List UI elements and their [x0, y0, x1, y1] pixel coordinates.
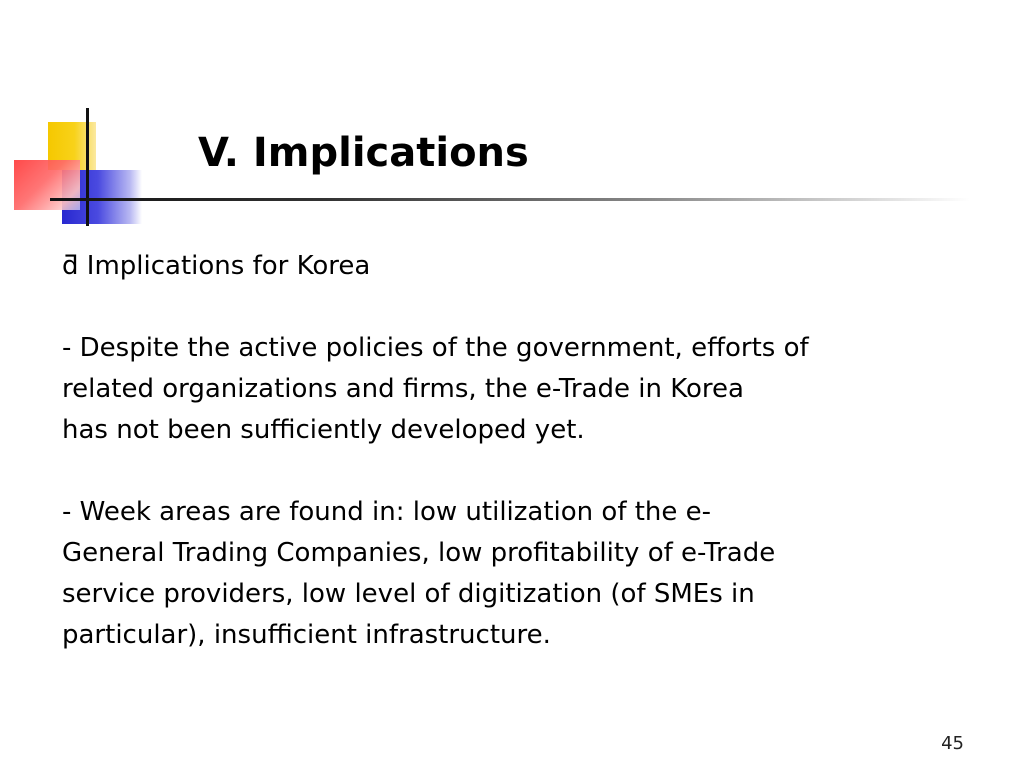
slide-logo-decoration — [0, 100, 150, 230]
paragraph-line: related organizations and firms, the e-Trade in Korea — [62, 374, 744, 404]
title-underline-rule — [50, 198, 970, 201]
page-number: 45 — [941, 733, 964, 754]
subheading-text: Implications for Korea — [86, 251, 371, 281]
paragraph-2 — [62, 492, 962, 656]
paragraph-line: General Trading Companies, low profitability of e-Trade — [62, 538, 776, 568]
paragraph-1 — [62, 328, 962, 451]
paragraph-line: service providers, low level of digitization (of SMEs in — [62, 579, 755, 609]
red-square — [14, 160, 80, 210]
slide-body — [62, 246, 962, 656]
subheading — [62, 246, 962, 287]
paragraph-line: - Despite the active policies of the government, efforts of — [62, 333, 809, 363]
paragraph-line: has not been sufficiently developed yet. — [62, 415, 585, 445]
vertical-rule — [86, 108, 89, 226]
paragraph-line: - Week areas are found in: low utilization of the e- — [62, 497, 712, 527]
paragraph-line: particular), insufficient infrastructure. — [62, 620, 551, 650]
bullet-glyph-icon: ƌ — [62, 251, 79, 281]
slide-title: V. Implications — [198, 130, 529, 176]
